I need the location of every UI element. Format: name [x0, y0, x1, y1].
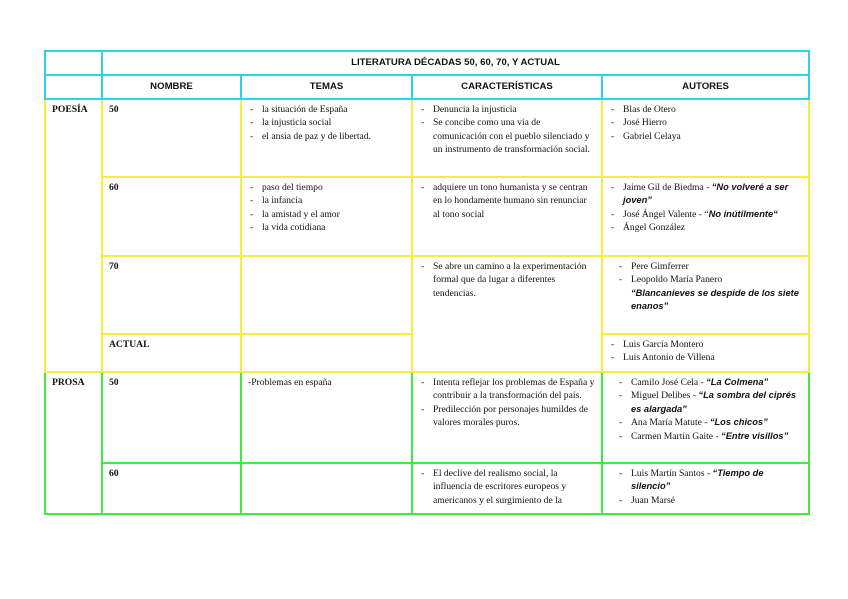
corner-cell: [45, 75, 102, 99]
caracteristicas-cell: [412, 463, 602, 514]
list-item: - Intenta reflejar los problemas de España y contribuir a la transformación del país.: [419, 376, 595, 403]
author-name: Luis Martín Santos -: [631, 468, 713, 479]
author-name: Ana María Matute -: [631, 417, 710, 429]
title-row: [45, 51, 809, 75]
author-item: - José Hierro: [609, 116, 802, 129]
author-item: [609, 273, 802, 313]
list-item: - Denuncia la injusticia: [419, 103, 595, 116]
autores-cell: [602, 256, 809, 334]
header-nombre: NOMBRE: [102, 75, 241, 99]
author-item: [609, 430, 802, 443]
author-name: Pere Gimferrer: [631, 261, 689, 272]
decade-label: 50: [102, 99, 241, 177]
author-item: [609, 389, 802, 416]
table-title: LITERATURA DÉCADAS 50, 60, 70, Y ACTUAL: [102, 51, 809, 75]
header-row: [45, 75, 809, 99]
poesia-row-70: [45, 256, 809, 334]
author-item: [609, 416, 802, 429]
list-item: - El declive del realismo social, la influencia de escritores europeos y americanos y el surgimiento de la: [419, 467, 595, 507]
author-name: Camilo José Cela -: [631, 377, 707, 388]
author-item: [609, 467, 802, 494]
temas-cell: [241, 372, 412, 463]
author-name: Leopoldo María Panero: [631, 274, 723, 286]
corner-cell: [45, 51, 102, 75]
author-name: Ángel González: [623, 222, 686, 234]
genre-poesia: POESÍA: [45, 99, 102, 372]
author-name: Juan Marsé: [631, 494, 675, 506]
header-temas: TEMAS: [241, 75, 412, 99]
temas-cell: [241, 334, 412, 372]
list-item: - el ansia de paz y de libertad.: [248, 130, 405, 143]
prosa-row-50: [45, 372, 809, 463]
temas-cell: [241, 99, 412, 177]
list-item: - la vida cotidiana: [248, 221, 405, 234]
autores-cell: [602, 177, 809, 256]
caracteristicas-cell: [412, 372, 602, 463]
poesia-row-50: [45, 99, 809, 177]
work-title: “Los chicos”: [709, 417, 768, 428]
temas-cell: [241, 256, 412, 334]
autores-cell: [602, 463, 809, 514]
decade-label: 70: [102, 256, 241, 334]
temas-cell: [241, 177, 412, 256]
literature-document: [44, 50, 808, 515]
author-item: [609, 376, 802, 389]
autores-cell: [602, 334, 809, 372]
work-title: “La sombra del ciprés es alargada”: [631, 390, 797, 414]
author-item: [609, 208, 802, 221]
decade-label: ACTUAL: [102, 334, 241, 372]
author-item: - Blas de Otero: [609, 103, 802, 116]
decade-label: 50: [102, 372, 241, 463]
literature-table: [44, 50, 810, 515]
list-item: - adquiere un tono humanista y se centran en lo hondamente humano sin renunciar al tono social: [419, 181, 595, 221]
autores-cell: [602, 372, 809, 463]
header-caracteristicas: CARACTERÍSTICAS: [412, 75, 602, 99]
author-item: - Luis García Montero: [609, 338, 802, 351]
poesia-row-60: [45, 177, 809, 256]
author-name: Carmen Martín Gaite -: [631, 430, 722, 442]
list-item: - la injusticia social: [248, 116, 405, 129]
temas-cell: [241, 463, 412, 514]
author-item: - Gabriel Celaya: [609, 130, 802, 143]
author-item: [609, 494, 802, 507]
author-item: [609, 221, 802, 234]
autores-cell: [602, 99, 809, 177]
list-item: - la situación de España: [248, 103, 405, 116]
genre-prosa: PROSA: [45, 372, 102, 514]
header-autores: AUTORES: [602, 75, 809, 99]
list-item: - paso del tiempo: [248, 181, 405, 194]
author-item: - Luis Antonio de Villena: [609, 351, 802, 364]
work-title: “No volveré a ser joven”: [623, 182, 789, 206]
work-title: “Entre visillos”: [721, 430, 789, 441]
work-title: No inútilmente“: [708, 208, 778, 219]
decade-label: 60: [102, 463, 241, 514]
caracteristicas-cell: [412, 177, 602, 256]
list-item: - la amistad y el amor: [248, 208, 405, 221]
prosa-row-60: [45, 463, 809, 514]
temas-text: -Problemas en españa: [248, 377, 332, 388]
decade-label: 60: [102, 177, 241, 256]
caracteristicas-cell: [412, 256, 602, 372]
work-title: “Blancanieves se despide de los siete enanos”: [631, 287, 799, 312]
list-item: - Predilección por personajes humildes de valores morales puros.: [419, 403, 595, 430]
list-item: - la infancia: [248, 194, 405, 207]
work-title: “Tiempo de silencio”: [631, 468, 764, 492]
author-name: Miguel Delibes -: [631, 390, 699, 402]
list-item: - Se concibe como una vía de comunicación con el pueblo silenciado y un instrumento de transformación social.: [419, 116, 595, 156]
author-name: José Ángel Valente - “: [623, 208, 709, 220]
caracteristicas-cell: [412, 99, 602, 177]
list-item: - Se abre un camino a la experimentación formal que da lugar a diferentes tendencias.: [419, 260, 595, 300]
author-item: [609, 260, 802, 273]
author-name: Jaime Gil de Biedma -: [623, 182, 712, 193]
author-item: [609, 181, 802, 208]
work-title: “La Colmena”: [706, 377, 769, 387]
